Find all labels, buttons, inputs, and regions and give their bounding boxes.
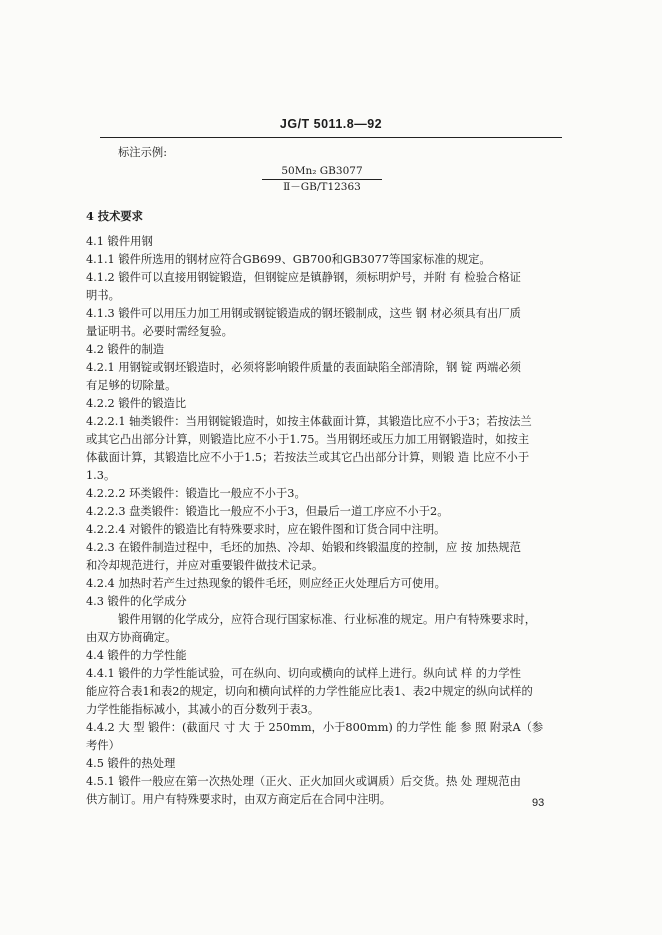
paragraph-line: 考件）: [86, 739, 120, 752]
fraction-bar: [262, 179, 382, 180]
paragraph-line: 力学性能指标减小，其减小的百分数列于表3。: [86, 703, 320, 716]
paragraph-line: 有足够的切除量。: [86, 379, 177, 392]
paragraph-line: 4.2.2.4 对锻件的锻造比有特殊要求时，应在锻件图和订货合同中注明。: [86, 523, 446, 536]
paragraph-line: 4.2.2.2 环类锻件：锻造比一般应不小于3。: [86, 487, 306, 500]
page-number: 93: [532, 797, 545, 809]
paragraph-line: 锻件用钢的化学成分，应符合现行国家标准、行业标准的规定。用户有特殊要求时，: [118, 613, 536, 626]
subsection-heading: 4.5 锻件的热处理: [86, 757, 176, 770]
subsection-heading: 4.4 锻件的力学性能: [86, 649, 187, 662]
paragraph-line: 4.2.2.3 盘类锻件：锻造比一般应不小于3，但最后一道工序应不小于2。: [86, 505, 449, 518]
paragraph-line: 供方制订。用户有特殊要求时，由双方商定后在合同中注明。: [86, 793, 392, 806]
subsection-heading: 4.3 锻件的化学成分: [86, 595, 187, 608]
paragraph-line: 能应符合表1和表2的规定，切向和横向试样的力学性能应比表1、表2中规定的纵向试样的: [86, 685, 533, 698]
paragraph-line: 4.1.2 锻件可以直接用钢锭锻造，但钢锭应是镇静钢，须标明炉号，并附 有 检验合格证: [86, 271, 521, 284]
paragraph-line: 4.4.1 锻件的力学性能试验，可在纵向、切向或横向的试样上进行。纵向试 样 的力学性: [86, 667, 521, 680]
paragraph-line: 4.5.1 锻件一般应在第一次热处理（正火、正火加回火或调质）后交货。热 处 理规范由: [86, 775, 521, 788]
header-rule: [100, 137, 562, 138]
example-label: 标注示例:: [118, 146, 167, 159]
paragraph-line: 由双方协商确定。: [86, 631, 177, 644]
paragraph-line: 4.1.3 锻件可以用压力加工用钢或钢锭锻造成的钢坯锻制成，这些 钢 材必须具有出厂质: [86, 307, 521, 320]
paragraph-line: 4.2.4 加热时若产生过热现象的锻件毛坯，则应经正火处理后方可使用。: [86, 577, 446, 590]
subsection-heading: 4.2 锻件的制造: [86, 343, 165, 356]
subsection-heading: 4.1 锻件用钢: [86, 235, 153, 248]
paragraph-line: 量证明书。必要时需经复验。: [86, 325, 233, 338]
paragraph-line: 4.1.1 锻件所选用的钢材应符合GB699、GB700和GB3077等国家标准的规定。: [86, 253, 491, 266]
marking-example: [262, 165, 382, 194]
paragraph-line: 4.2.3 在锻件制造过程中，毛坯的加热、冷却、始锻和终锻温度的控制，应 按 加热规范: [86, 541, 521, 554]
paragraph-line: 或其它凸出部分计算，则锻造比应不小于1.75。当用钢坯或压力加工用钢锻造时，如按主: [86, 433, 530, 446]
paragraph-line: 4.4.2 大 型 锻件：(截面尺 寸 大 于 250mm，小于800mm) 的力学性 能 参 照 附录A（参: [86, 721, 544, 734]
paragraph-line: 1.3。: [86, 469, 116, 482]
subsection-heading: 4.2.2 锻件的锻造比: [86, 397, 187, 410]
section-heading: 4 技术要求: [86, 209, 143, 223]
paragraph-line: 4.2.2.1 轴类锻件：当用钢锭锻造时，如按主体截面计算，其锻造比应不小于3；若按法兰: [86, 415, 532, 428]
standard-header: JG/T 5011.8—92: [279, 117, 383, 131]
example-denominator: Ⅱ－GB/T12363: [283, 181, 361, 193]
paragraph-line: 4.2.1 用钢锭或钢坯锻造时，必须将影响锻件质量的表面缺陷全部清除，钢 锭 两端必须: [86, 361, 521, 374]
paragraph-line: 体截面计算，其锻造比应不小于1.5；若按法兰或其它凸出部分计算，则锻 造 比应不小于: [86, 451, 530, 464]
example-numerator: 50Mn₂ GB3077: [281, 165, 363, 177]
paragraph-line: 和冷却规范进行，并应对重要锻件做技术记录。: [86, 559, 324, 572]
paragraph-line: 明书。: [86, 289, 120, 302]
